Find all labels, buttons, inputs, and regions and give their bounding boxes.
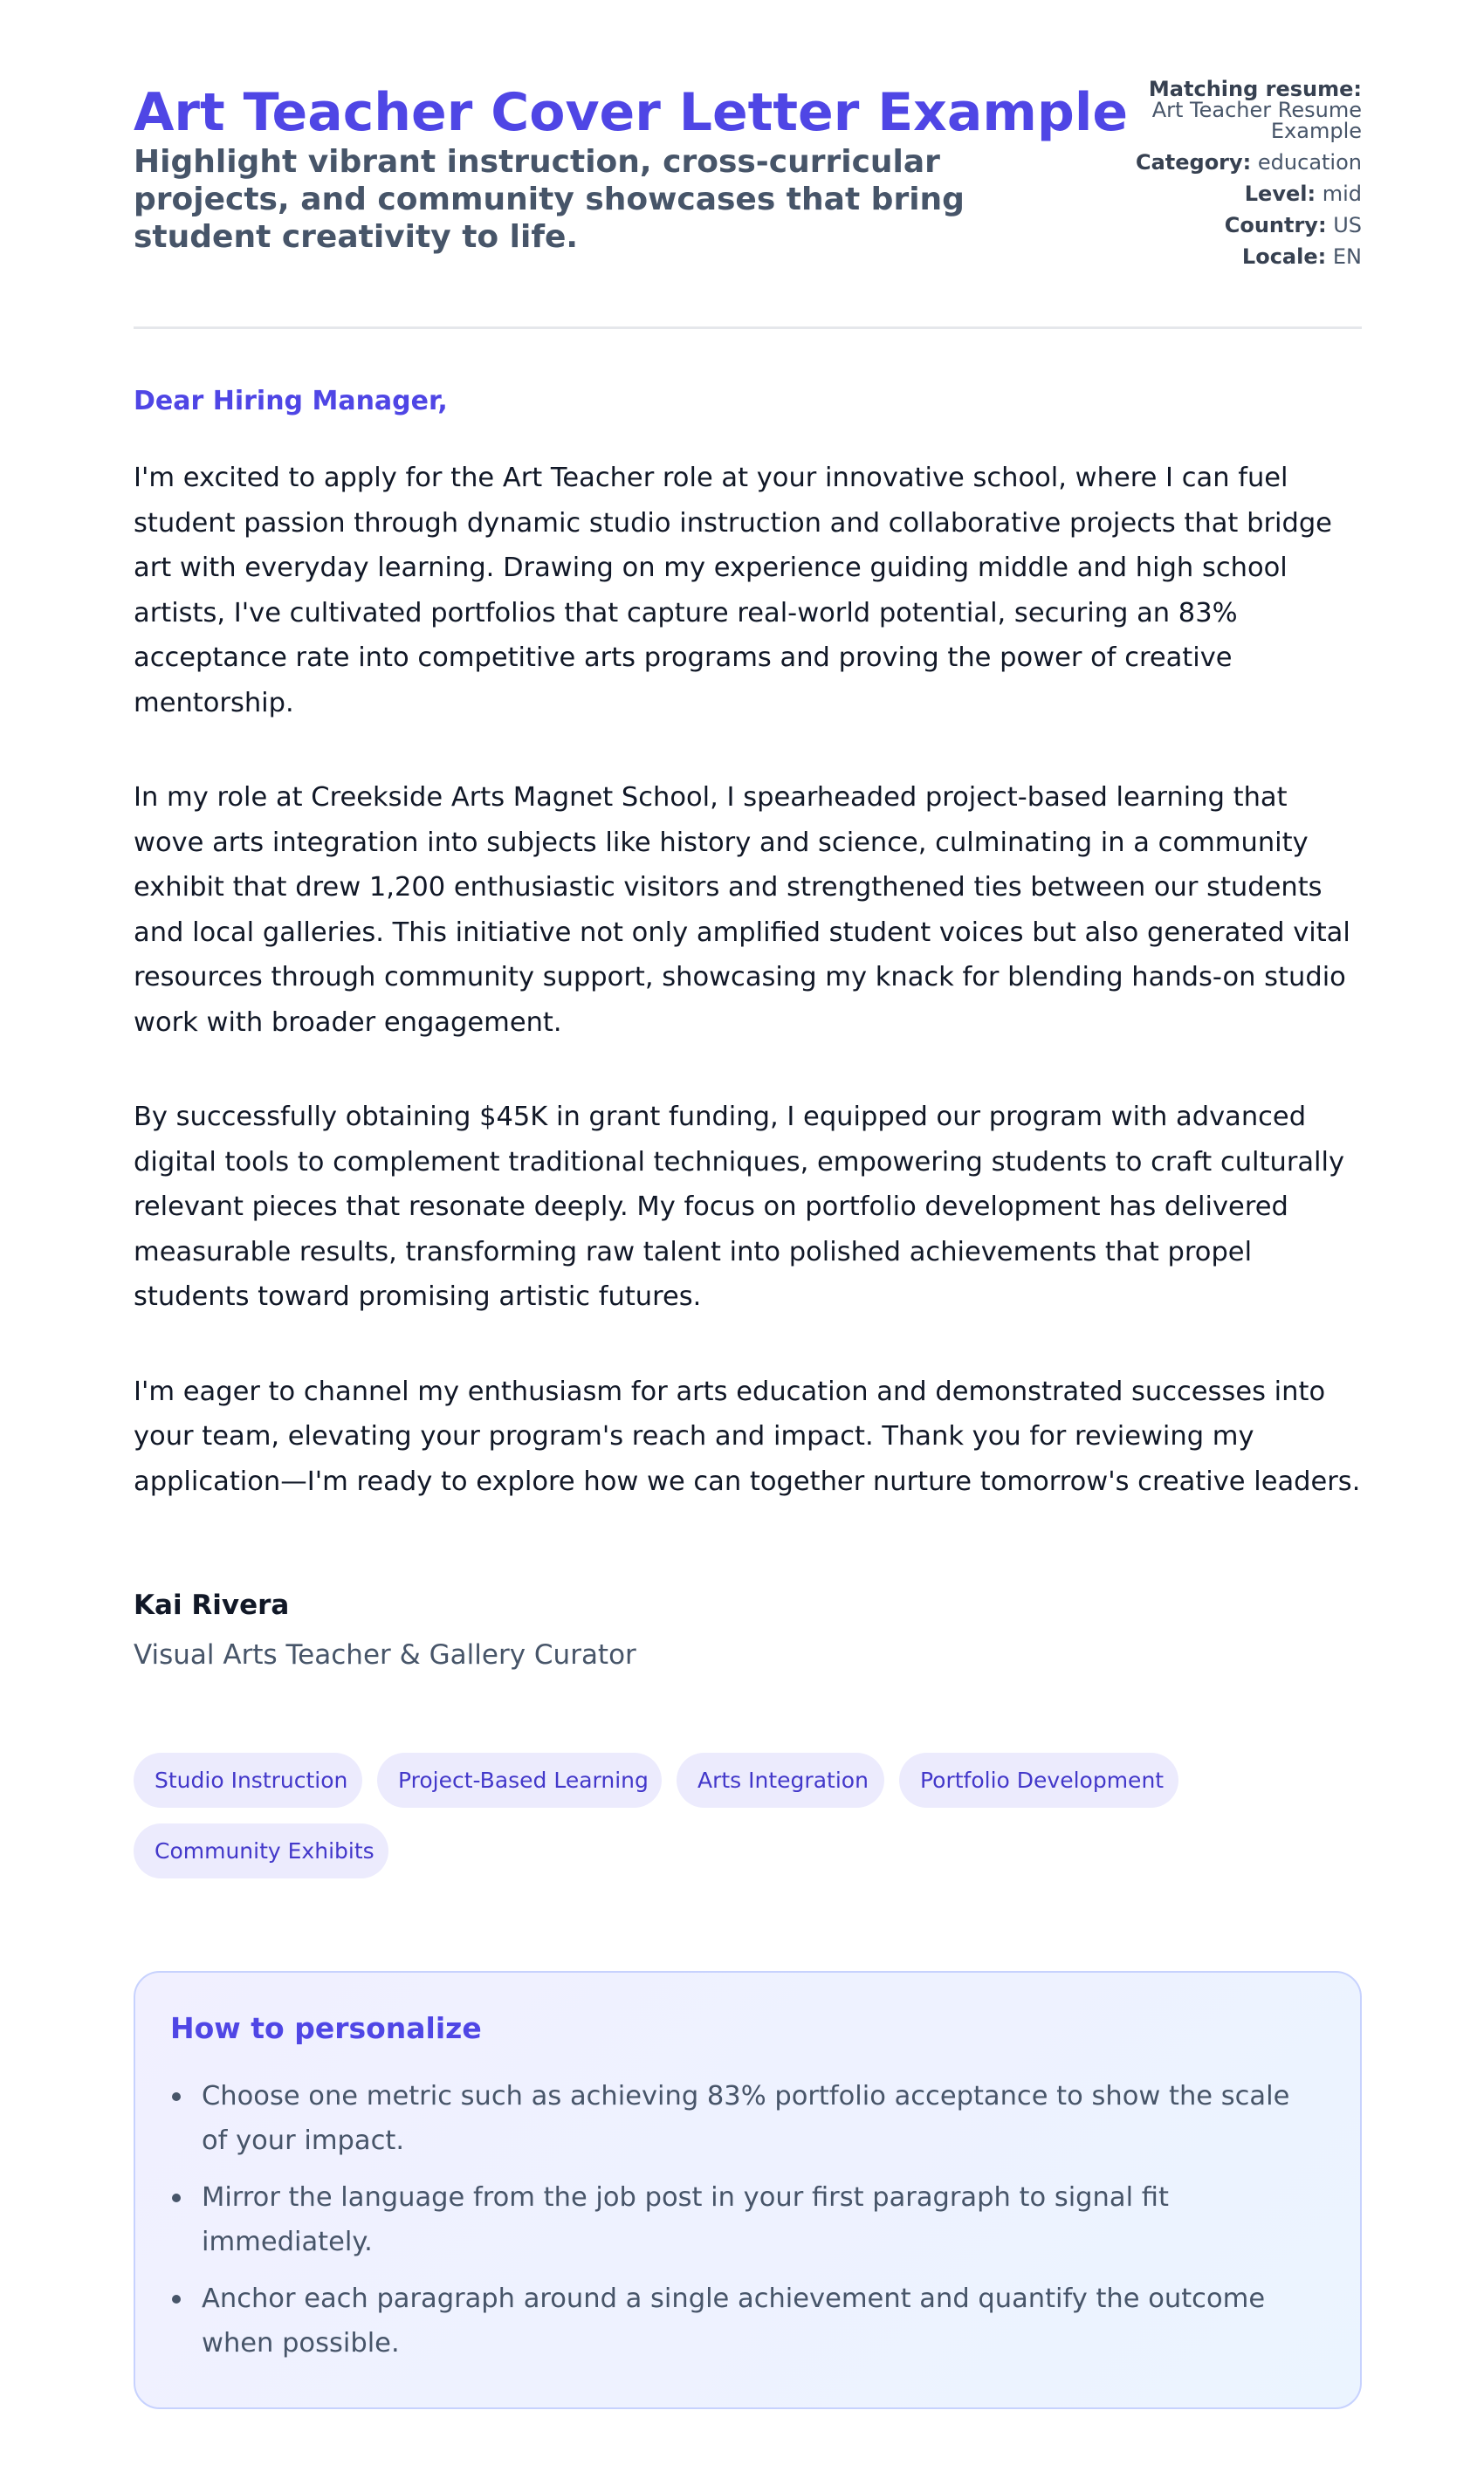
meta-country-value: US bbox=[1333, 213, 1362, 237]
tips-list-item bbox=[170, 2175, 1323, 2264]
skill-tag-community-exhibits: Community Exhibits bbox=[134, 1823, 388, 1878]
bullet-icon bbox=[172, 2295, 181, 2304]
meta-category-label: Category: bbox=[1135, 150, 1252, 175]
meta-country bbox=[1082, 215, 1362, 236]
tips-list-item bbox=[170, 2074, 1323, 2163]
tips-title: How to personalize bbox=[170, 2011, 482, 2045]
skill-tag-studio-instruction: Studio Instruction bbox=[134, 1753, 362, 1808]
letter-paragraph: By successfully obtaining $45K in grant funding, I equipped our program with advanced digital tools to complement traditional techniques, empowering students to craft culturally relevant pieces that resonate deeply. My focus on portfolio development has delivered measurable results, transforming raw talent into polished achievements that propel students toward promising artistic futures. bbox=[134, 1102, 1345, 1312]
meta-category bbox=[1082, 152, 1362, 173]
skill-tag-project-based-learning: Project-Based Learning bbox=[377, 1753, 662, 1808]
salutation: Dear Hiring Manager, bbox=[134, 386, 448, 416]
tips-list-item bbox=[170, 2276, 1323, 2366]
meta-matching-resume-value[interactable]: Art Teacher Resume Example bbox=[1151, 98, 1362, 143]
meta-country-label: Country: bbox=[1224, 213, 1327, 237]
meta-matching-resume bbox=[1082, 79, 1362, 141]
letter-paragraph: I'm excited to apply for the Art Teacher role at your innovative school, where I can fuel student passion through dynamic studio instruction and collaborative projects that bridge art with everyday learning. Drawing on my experience guiding middle and high school artists, I've cultivated portfolios that capture real-world potential, securing an 83% acceptance rate into competitive arts programs and proving the power of creative mentorship. bbox=[134, 463, 1332, 718]
meta-locale-value: EN bbox=[1332, 244, 1362, 269]
meta-panel bbox=[1082, 79, 1362, 278]
meta-level bbox=[1082, 183, 1362, 204]
tips-list bbox=[170, 2074, 1323, 2378]
meta-level-value: mid bbox=[1322, 182, 1362, 206]
page-subtitle: Highlight vibrant instruction, cross-curricular projects, and community showcases that bring student creativity to life. bbox=[134, 144, 965, 255]
letter-paragraph: I'm eager to channel my enthusiasm for arts education and demonstrated successes into your team, elevating your program's reach and impact. Thank you for reviewing my application—I'm ready to explore how we can together nurture tomorrow's creative leaders. bbox=[134, 1376, 1361, 1497]
bullet-icon bbox=[172, 2092, 181, 2101]
letter-body bbox=[134, 456, 1362, 1554]
tips-item-text: Choose one metric such as achieving 83% portfolio acceptance to show the scale of your impact. bbox=[202, 2081, 1290, 2156]
page-title: Art Teacher Cover Letter Example bbox=[134, 82, 1129, 143]
meta-locale-label: Locale: bbox=[1241, 244, 1327, 269]
signer-title: Visual Arts Teacher & Gallery Curator bbox=[134, 1639, 636, 1671]
header-divider bbox=[134, 326, 1362, 329]
meta-matching-resume-label: Matching resume: bbox=[1148, 77, 1362, 101]
letter-paragraph: In my role at Creekside Arts Magnet School, I spearheaded project-based learning that wove arts integration into subjects like history and science, culminating in a community exhibit that drew 1,200 enthusiastic visitors and strengthened ties between our students and local galleries. This initiative not only amplified student voices but also generated vital resources through community support, showcasing my knack for blending hands-on studio work with broader engagement. bbox=[134, 782, 1350, 1038]
tips-item-text: Mirror the language from the job post in your first paragraph to signal fit immediately. bbox=[202, 2182, 1169, 2257]
meta-category-value: education bbox=[1257, 150, 1362, 175]
tips-item-text: Anchor each paragraph around a single achievement and quantify the outcome when possible. bbox=[202, 2283, 1266, 2359]
meta-level-label: Level: bbox=[1244, 182, 1316, 206]
personalize-tips-panel bbox=[134, 1971, 1362, 2409]
meta-locale bbox=[1082, 246, 1362, 267]
skill-tag-portfolio-development: Portfolio Development bbox=[899, 1753, 1178, 1808]
bullet-icon bbox=[172, 2194, 181, 2202]
skill-tag-arts-integration: Arts Integration bbox=[677, 1753, 884, 1808]
signer-name: Kai Rivera bbox=[134, 1590, 290, 1621]
